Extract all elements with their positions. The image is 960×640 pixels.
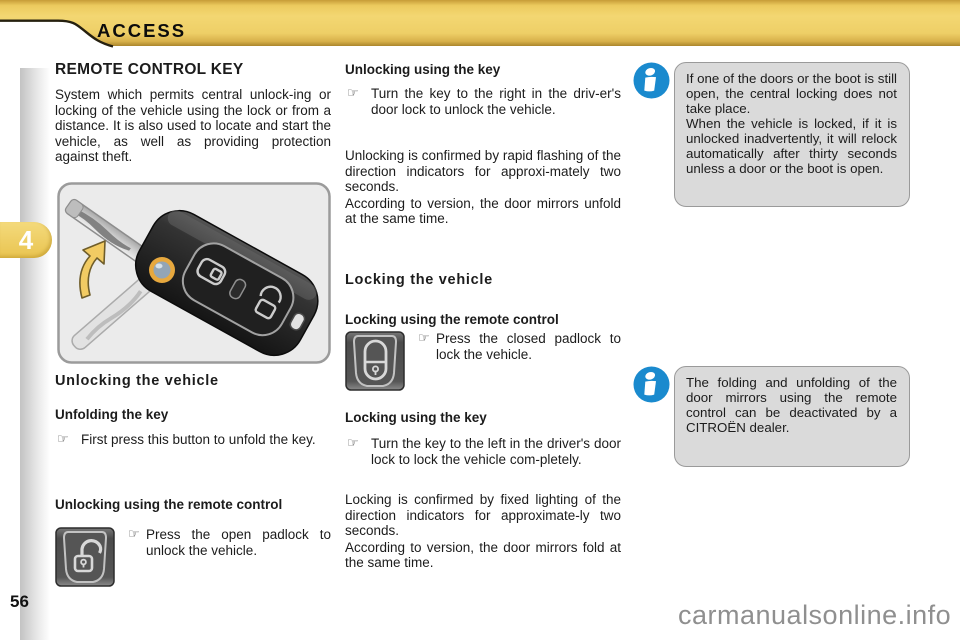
note-paragraph: The folding and unfolding of the door mirrors using the remote control can be deactivated by a CITROËN dealer. (686, 375, 897, 435)
paragraph: Locking is confirmed by fixed lighting of the direction indicators for approximate-ly two seconds. (345, 492, 621, 538)
locking-confirmation (345, 492, 621, 572)
paragraph: Unlocking is confirmed by rapid flashing of the direction indicators for approxi-mately two seconds. (345, 148, 621, 194)
paragraph: According to version, the door mirrors fold at the same time. (345, 539, 621, 570)
instruction-text: Turn the key to the left in the driver's door lock to lock the vehicle com-pletely. (371, 436, 621, 467)
unlocking-confirmation (345, 148, 621, 228)
instruction-item (347, 436, 621, 467)
pointing-hand-icon: ☞ (418, 331, 430, 346)
closed-padlock-button-image (345, 331, 405, 391)
instruction-text: Turn the key to the right in the driv-er's door lock to unlock the vehicle. (371, 86, 621, 117)
section-title: REMOTE CONTROL KEY (55, 61, 244, 78)
instruction-text: First press this button to unfold the key. (81, 432, 316, 447)
unlocking-remote-heading: Unlocking using the remote control (55, 497, 283, 512)
unlocking-heading: Unlocking the vehicle (55, 373, 219, 389)
pointing-hand-icon: ☞ (347, 436, 359, 451)
info-icon (633, 62, 670, 99)
chapter-number: 4 (18, 225, 34, 255)
pointing-hand-icon: ☞ (128, 527, 140, 542)
remote-key-illustration (57, 182, 331, 364)
chapter-tab[interactable] (0, 222, 52, 258)
instruction-item (128, 527, 331, 558)
column-left (55, 0, 331, 640)
instruction-text: Press the open padlock to unlock the vehicle. (146, 527, 331, 558)
instruction-text: Press the closed padlock to lock the vehicle. (436, 331, 621, 362)
unlocking-key-heading: Unlocking using the key (345, 62, 501, 77)
info-note (633, 62, 911, 207)
info-note-box (674, 366, 910, 467)
info-note (633, 366, 911, 467)
pointing-hand-icon: ☞ (57, 432, 69, 447)
info-icon (633, 366, 670, 403)
intro-paragraph: System which permits central unlock-ing or locking of the vehicle using the lock or from a distance. It is also used to locate and start the vehicle, as well as providing protection against theft. (55, 87, 331, 164)
note-paragraph: If one of the doors or the boot is still open, the central locking does not take place. (686, 71, 897, 116)
locking-key-heading: Locking using the key (345, 410, 487, 425)
instruction-figure-row (55, 527, 331, 587)
instruction-item (347, 86, 621, 117)
page-title: ACCESS (97, 20, 187, 41)
locking-heading: Locking the vehicle (345, 272, 493, 288)
paragraph: According to version, the door mirrors unfold at the same time. (345, 195, 621, 226)
info-note-box (674, 62, 910, 207)
locking-remote-heading: Locking using the remote control (345, 312, 559, 327)
watermark-text: carmanualsonline.info (678, 600, 952, 630)
instruction-figure-row (345, 331, 621, 391)
column-right (633, 0, 911, 640)
column-middle (345, 0, 621, 640)
page-number: 56 (10, 592, 29, 611)
open-padlock-button-image (55, 527, 115, 587)
instruction-item (57, 432, 331, 448)
key-release-button[interactable] (149, 257, 175, 283)
pointing-hand-icon: ☞ (347, 86, 359, 101)
instruction-item (418, 331, 621, 362)
left-margin-shade (20, 68, 50, 640)
unfolding-key-heading: Unfolding the key (55, 407, 169, 422)
note-paragraph: When the vehicle is locked, if it is unlocked inadvertently, it will relock automatically after thirty seconds unless a door or the boot is open. (686, 116, 897, 176)
